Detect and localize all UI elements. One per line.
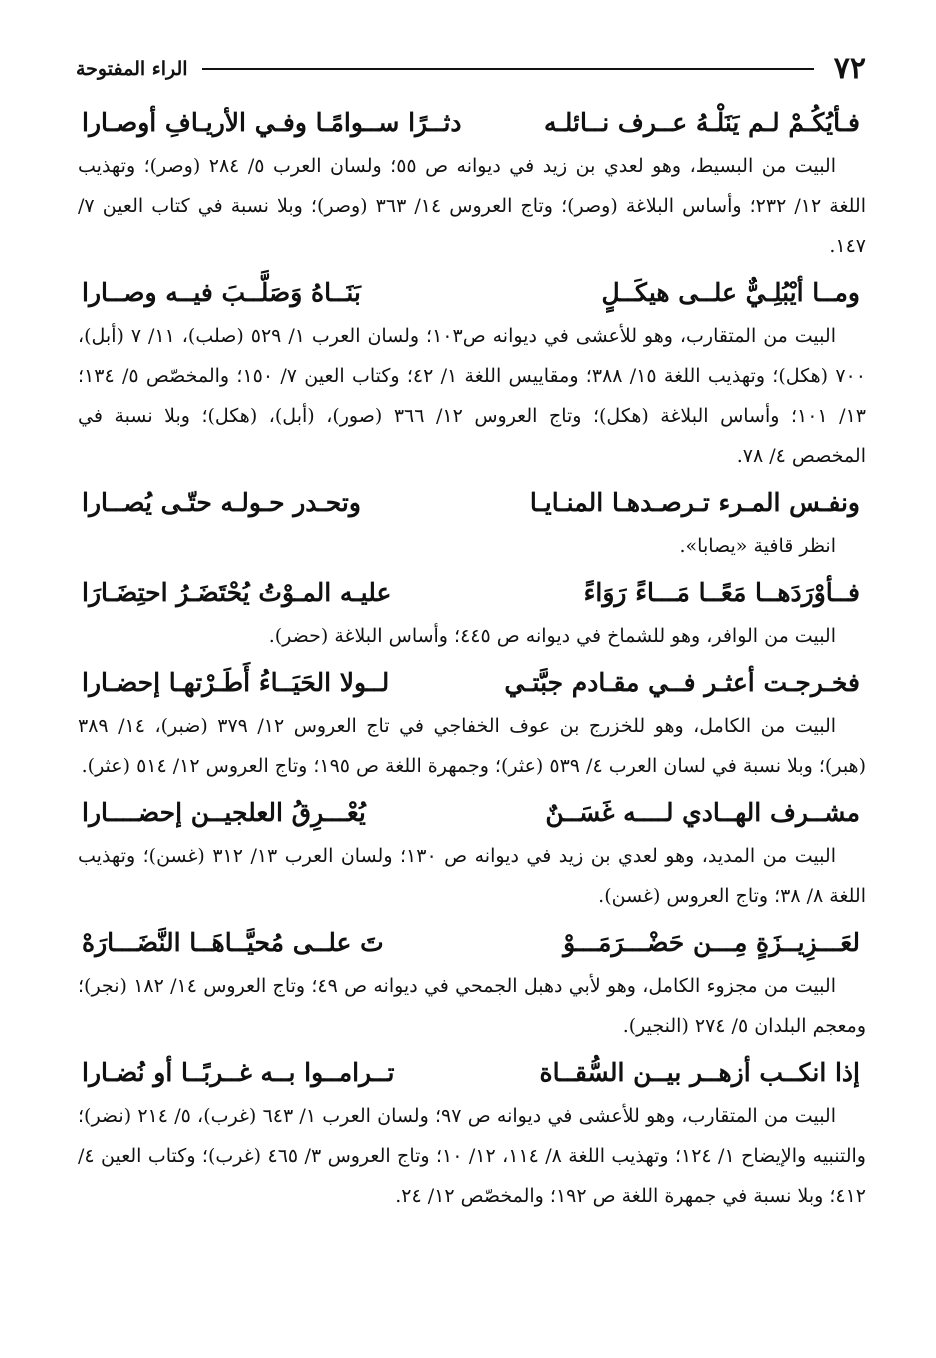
first-hemistich: مشــرف الهــادي لــــه غَسَــنٌ xyxy=(545,798,860,827)
first-hemistich: فـأيُكُـمْ لـم يَنَلْـهُ عــرف نــائلـه xyxy=(544,108,860,137)
citation-note: انظر قافية «يصابا». xyxy=(679,535,836,557)
first-hemistich: فخـرجـت أعثـر فــي مقـادم جبَّتـي xyxy=(504,668,860,697)
second-hemistich: تَ علــى مُحيَّــاهَــا النَّضَـــارَهْ xyxy=(82,928,384,957)
verse-entry xyxy=(76,1050,866,1216)
second-hemistich: دثــرًا ســوامًـا وفـي الأريـافِ أوصـارا xyxy=(82,108,462,137)
second-hemistich: وتحـدر حـولـه حتّـى يُصــارا xyxy=(82,488,361,517)
verse-line xyxy=(76,1050,866,1096)
verse-line xyxy=(76,570,866,616)
second-hemistich: تــرامــوا بــه غــربًــا أو نُضـارا xyxy=(82,1058,395,1087)
verse-entry xyxy=(76,570,866,656)
verse-entry xyxy=(76,480,866,566)
first-hemistich: لعَـــزِيــزَةٍ مِـــن حَضْـــرَمَـــوْ xyxy=(563,928,860,957)
citation-note: البيت من مجزوء الكامل، وهو لأبي دهبل الجمحي في ديوانه ص ٤٩؛ وتاج العروس ١٤/ ١٨٢ (نجر)؛ ومعجم البلدان ٥/ ٢٧٤ (النجير). xyxy=(78,975,866,1037)
verse-line xyxy=(76,270,866,316)
citation-note: البيت من الوافر، وهو للشماخ في ديوانه ص ٤٤٥؛ وأساس البلاغة (حضر). xyxy=(268,625,836,647)
verse-entry xyxy=(76,100,866,266)
verse-entry xyxy=(76,790,866,916)
verse-line xyxy=(76,100,866,146)
citation-note: البيت من المديد، وهو لعدي بن زيد في ديوانه ص ١٣٠؛ ولسان العرب ١٣/ ٣١٢ (غسن)؛ وتهذيب اللغة ٨/ ٣٨؛ وتاج العروس (غسن). xyxy=(78,845,866,907)
verse-line xyxy=(76,660,866,706)
second-hemistich: بَنَــاهُ وَصَلَّــبَ فيــه وصــارا xyxy=(82,278,361,307)
verse-entry xyxy=(76,660,866,786)
citation-note: البيت من الكامل، وهو للخزرج بن عوف الخفاجي في تاج العروس ١٢/ ٣٧٩ (ضبر)، ١٤/ ٣٨٩ (هبر)؛ وبلا نسبة في لسان العرب ٤/ ٥٣٩ (عثر)؛ وجمهرة اللغة ص ١٩٥؛ وتاج العروس ١٢/ ٥١٤ (عثر). xyxy=(78,715,866,777)
running-title: الراء المفتوحة xyxy=(76,58,188,80)
first-hemistich: إذا انكــب أزهــر بيــن السُّقــاة xyxy=(539,1058,860,1087)
page-number: ٧٢ xyxy=(833,51,866,86)
citation-note: البيت من المتقارب، وهو للأعشى في ديوانه ص١٠٣؛ ولسان العرب ١/ ٥٢٩ (صلب)، ١١/ ٧ (أبل)، ٧٠٠ (هكل)؛ وتهذيب اللغة ١٥/ ٣٨٨؛ ومقاييس اللغة ١/ ٤٢؛ وكتاب العين ٧/ ١٥٠؛ والمخصّص ٥/ ١٣٤؛ ١٣/ ١٠١؛ وأساس البلاغة (هكل)؛ وتاج العروس ١٢/ ٣٦٦ (صور)، (أبل)، (هكل)؛ وبلا نسبة في المخصص ٤/ ٧٨. xyxy=(78,325,866,467)
verse-entry xyxy=(76,270,866,476)
verse-entry xyxy=(76,920,866,1046)
book-page xyxy=(76,44,866,1220)
citation-note: البيت من المتقارب، وهو للأعشى في ديوانه ص ٩٧؛ ولسان العرب ١/ ٦٤٣ (غرب)، ٥/ ٢١٤ (نضر)؛ والتنبيه والإيضاح ١/ ١٢٤؛ وتهذيب اللغة ٨/ ١١٤، ١٢/ ١٠؛ وتاج العروس ٣/ ٤٦٥ (غرب)؛ وكتاب العين ٤/ ٤١٢؛ وبلا نسبة في جمهرة اللغة ص ١٩٢؛ والمخصّص ١٢/ ٢٤. xyxy=(78,1105,866,1207)
header-rule xyxy=(202,68,814,70)
verse-line xyxy=(76,790,866,836)
page-header xyxy=(76,44,866,94)
first-hemistich: ونفـس المـرء تـرصـدهـا المنـايـا xyxy=(529,488,860,517)
second-hemistich: عليـه المـوْتُ يُحْتَضَـرُ احتِضَـارَا xyxy=(82,578,392,607)
verse-line xyxy=(76,480,866,526)
citation-note: البيت من البسيط، وهو لعدي بن زيد في ديوانه ص ٥٥؛ ولسان العرب ٥/ ٢٨٤ (وصر)؛ وتهذيب اللغة ١٢/ ٢٣٢؛ وأساس البلاغة (وصر)؛ وتاج العروس ١٤/ ٣٦٣ (وصر)؛ وبلا نسبة في كتاب العين ٧/ ١٤٧. xyxy=(78,155,867,257)
verse-line xyxy=(76,920,866,966)
first-hemistich: فــأوْرَدَهــا مَعًــا مَـــاءً رَوَاءً xyxy=(583,578,860,607)
second-hemistich: يُعْـــرِقُ العلجيــن إحضــــارا xyxy=(82,798,366,827)
first-hemistich: ومــا أيْبُلِـيٌّ علــى هيكَــلٍ xyxy=(601,278,860,307)
second-hemistich: لــولا الحَيَــاءُ أَطَـرْتهـا إحضـارا xyxy=(82,668,390,697)
